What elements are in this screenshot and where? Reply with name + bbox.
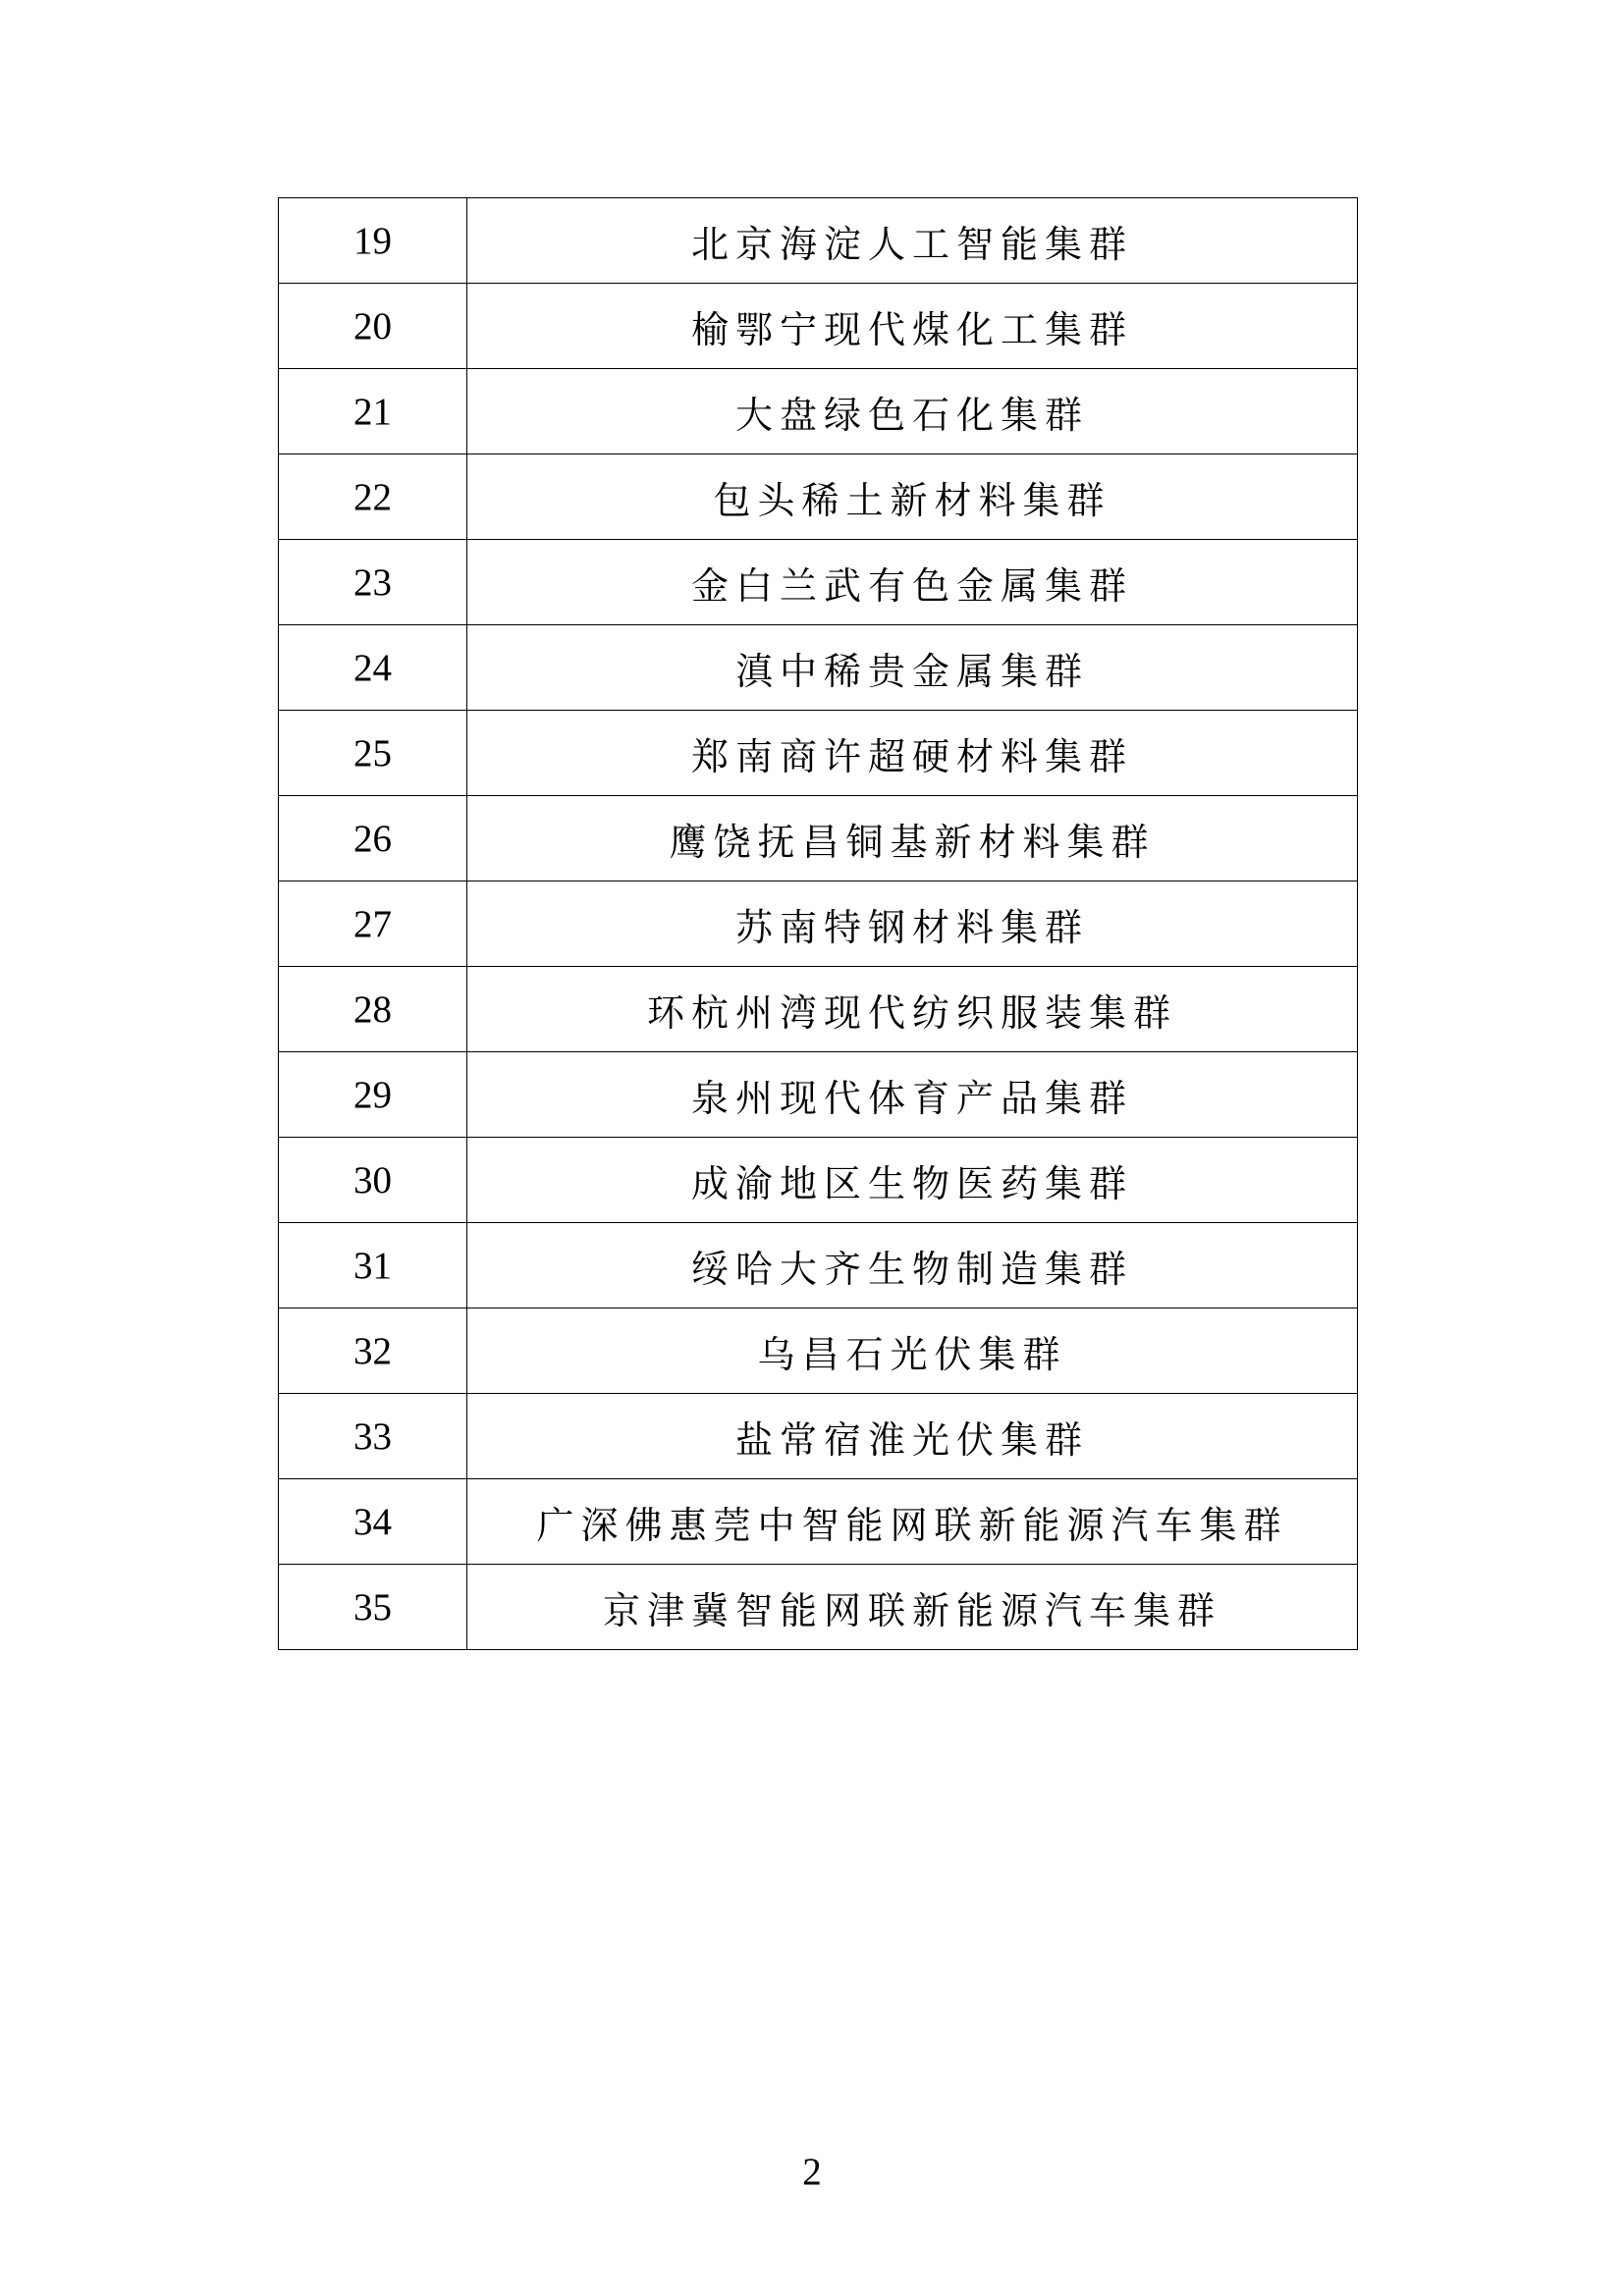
table-row bbox=[279, 198, 1358, 284]
cluster-name: 泉州现代体育产品集群 bbox=[467, 1052, 1358, 1138]
row-number: 22 bbox=[279, 454, 467, 540]
cluster-name: 京津冀智能网联新能源汽车集群 bbox=[467, 1565, 1358, 1650]
row-number: 35 bbox=[279, 1565, 467, 1650]
table-row bbox=[279, 1479, 1358, 1565]
table-row bbox=[279, 369, 1358, 454]
row-number: 27 bbox=[279, 881, 467, 967]
table-row bbox=[279, 1052, 1358, 1138]
cluster-name: 成渝地区生物医药集群 bbox=[467, 1138, 1358, 1223]
row-number: 26 bbox=[279, 796, 467, 881]
cluster-name: 环杭州湾现代纺织服装集群 bbox=[467, 967, 1358, 1052]
row-number: 33 bbox=[279, 1394, 467, 1479]
row-number: 23 bbox=[279, 540, 467, 625]
row-number: 28 bbox=[279, 967, 467, 1052]
row-number: 31 bbox=[279, 1223, 467, 1308]
cluster-name: 苏南特钢材料集群 bbox=[467, 881, 1358, 967]
row-number: 29 bbox=[279, 1052, 467, 1138]
cluster-table-body bbox=[279, 198, 1358, 1650]
table-row bbox=[279, 625, 1358, 711]
cluster-name: 盐常宿淮光伏集群 bbox=[467, 1394, 1358, 1479]
row-number: 30 bbox=[279, 1138, 467, 1223]
cluster-name: 金白兰武有色金属集群 bbox=[467, 540, 1358, 625]
row-number: 32 bbox=[279, 1308, 467, 1394]
row-number: 24 bbox=[279, 625, 467, 711]
cluster-name: 鹰饶抚昌铜基新材料集群 bbox=[467, 796, 1358, 881]
cluster-name: 包头稀土新材料集群 bbox=[467, 454, 1358, 540]
table-row bbox=[279, 284, 1358, 369]
table-row bbox=[279, 1223, 1358, 1308]
table-row bbox=[279, 711, 1358, 796]
table-row bbox=[279, 454, 1358, 540]
table-row bbox=[279, 1138, 1358, 1223]
row-number: 34 bbox=[279, 1479, 467, 1565]
row-number: 20 bbox=[279, 284, 467, 369]
table-row bbox=[279, 1394, 1358, 1479]
page-number: 2 bbox=[802, 2151, 822, 2193]
row-number: 21 bbox=[279, 369, 467, 454]
cluster-name: 榆鄂宁现代煤化工集群 bbox=[467, 284, 1358, 369]
cluster-name: 广深佛惠莞中智能网联新能源汽车集群 bbox=[467, 1479, 1358, 1565]
row-number: 25 bbox=[279, 711, 467, 796]
cluster-name: 北京海淀人工智能集群 bbox=[467, 198, 1358, 284]
cluster-name: 郑南商许超硬材料集群 bbox=[467, 711, 1358, 796]
cluster-name: 绥哈大齐生物制造集群 bbox=[467, 1223, 1358, 1308]
row-number: 19 bbox=[279, 198, 467, 284]
cluster-table bbox=[278, 197, 1358, 1650]
table-row bbox=[279, 540, 1358, 625]
table-row bbox=[279, 881, 1358, 967]
cluster-name: 大盘绿色石化集群 bbox=[467, 369, 1358, 454]
table-row bbox=[279, 967, 1358, 1052]
table-row bbox=[279, 1565, 1358, 1650]
table-row bbox=[279, 796, 1358, 881]
cluster-name: 滇中稀贵金属集群 bbox=[467, 625, 1358, 711]
table-row bbox=[279, 1308, 1358, 1394]
cluster-name: 乌昌石光伏集群 bbox=[467, 1308, 1358, 1394]
